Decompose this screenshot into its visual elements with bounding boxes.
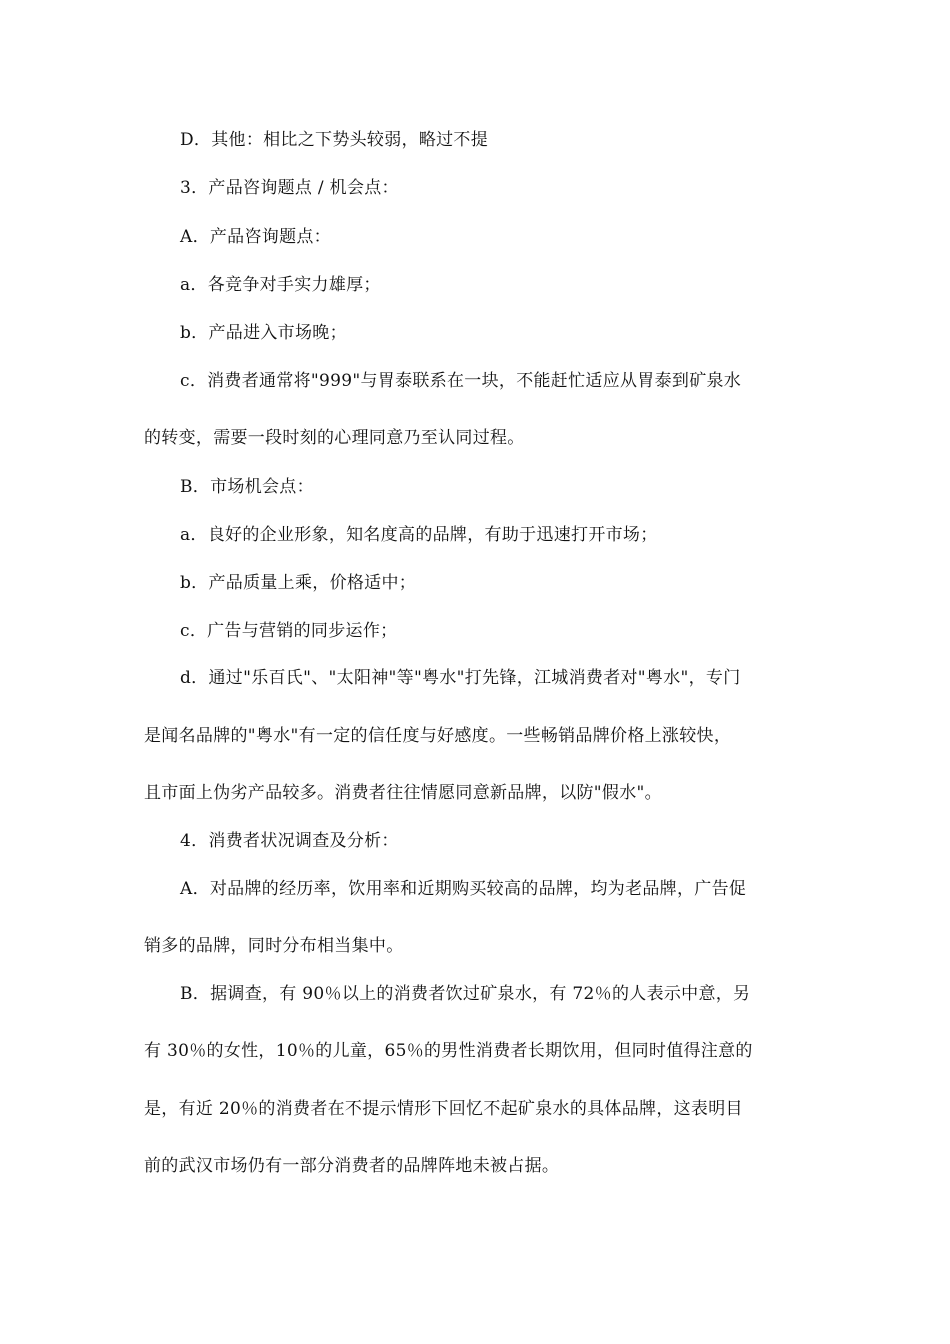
paragraph-continuation: 且市面上伪劣产品较多。消费者往往情愿同意新品牌，以防"假水"。: [144, 783, 662, 803]
paragraph-continuation: 是闻名品牌的"粤水"有一定的信任度与好感度。一些畅销品牌价格上涨较快，: [144, 726, 732, 746]
list-item: b．产品进入市场晚；: [180, 323, 347, 343]
list-item: c．消费者通常将"999"与胃泰联系在一块，不能赶忙适应从胃泰到矿泉水: [180, 371, 742, 391]
paragraph-continuation: 是，有近 20％的消费者在不提示情形下回忆不起矿泉水的具体品牌，这表明目: [144, 1099, 743, 1119]
list-item: c．广告与营销的同步运作；: [180, 621, 398, 641]
line-item-d-other: D．其他：相比之下势头较弱，略过不提: [180, 130, 489, 150]
list-item: d．通过"乐百氏"、"太阳神"等"粤水"打先锋，江城消费者对"粤水"，专门: [180, 668, 741, 688]
section-heading-3: 3．产品咨询题点 / 机会点：: [180, 178, 399, 198]
paragraph-continuation: 有 30％的女性，10％的儿童，65％的男性消费者长期饮用，但同时值得注意的: [144, 1041, 753, 1061]
paragraph-continuation: 的转变，需要一段时刻的心理同意乃至认同过程。: [144, 428, 525, 448]
list-item: B．据调查，有 90％以上的消费者饮过矿泉水，有 72％的人表示中意，另: [180, 984, 751, 1004]
list-item: a．各竞争对手实力雄厚；: [180, 275, 381, 295]
subheading-a-problems: A．产品咨询题点：: [180, 227, 331, 247]
section-heading-4: 4．消费者状况调查及分析：: [180, 831, 399, 851]
list-item: a．良好的企业形象，知名度高的品牌，有助于迅速打开市场；: [180, 525, 658, 545]
list-item: A．对品牌的经历率，饮用率和近期购买较高的品牌，均为老品牌，广告促: [180, 879, 747, 899]
list-item: b．产品质量上乘，价格适中；: [180, 573, 417, 593]
paragraph-continuation: 前的武汉市场仍有一部分消费者的品牌阵地未被占据。: [144, 1156, 560, 1176]
subheading-b-opportunities: B．市场机会点：: [180, 477, 314, 497]
paragraph-continuation: 销多的品牌，同时分布相当集中。: [144, 936, 404, 956]
